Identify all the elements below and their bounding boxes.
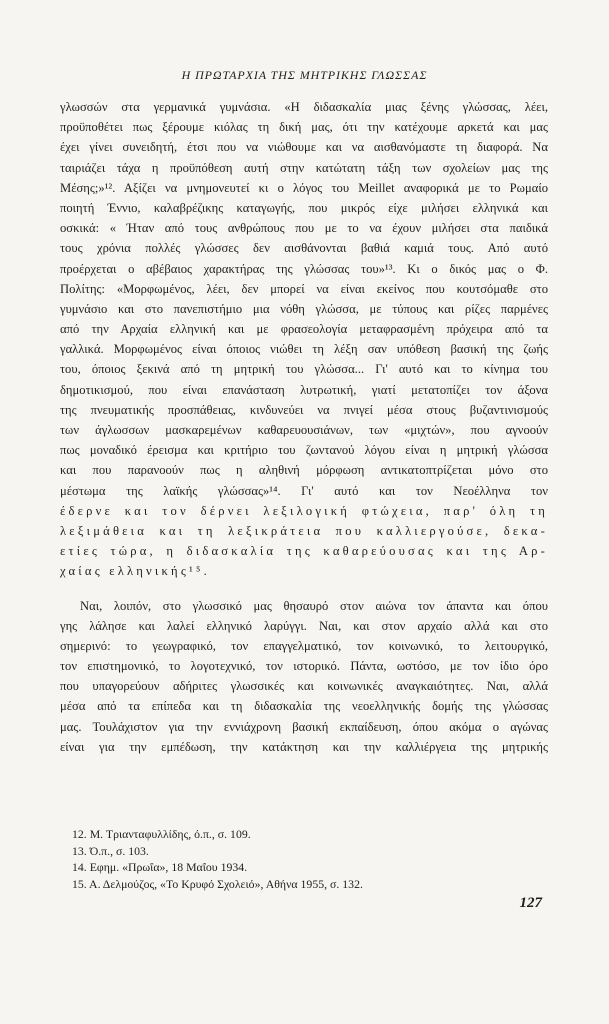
text-line: γης λάλησε και λαλεί ελληνικό λαρύγγι. Ναι, και στον αρχαίο αλλά και στο (60, 618, 548, 633)
text-line: γυμνάσιο και στο πανεπιστήμιο μια νόθη γλώσσα, με τύπους και ρίζες παρμένες (60, 301, 548, 316)
text-line: ποιητή Έννιο, καλαβρέζικης καταγωγής, που μικρός είχε μιλήσει ελληνικά και (60, 200, 548, 215)
body-text (60, 97, 548, 757)
text-line: Μέσης;»¹². Αξίζει να μνημονευτεί κι ο λόγος του Meillet αναφορικά με το Ρωμαίο (60, 180, 548, 195)
footnotes (72, 826, 542, 892)
text-line: γαλλικά. Μορφωμένος είναι όποιος νιώθει τη λέξη σαν υπόθεση βασική της ζωής (60, 342, 548, 357)
text-line: τον επιστημονικό, το λογοτεχνικό, τον ιστορικό. Πάντα, ωστόσο, με τον ίδιο όρο (60, 659, 548, 674)
text-line: δημοτικισμού, που είναι επανάσταση λυτρωτική, γιατί μετατοπίζει τον άξονα (60, 382, 548, 397)
running-head: Η ΠΡΩΤΑΡΧΙΑ ΤΗΣ ΜΗΤΡΙΚΗΣ ΓΛΩΣΣΑΣ (181, 68, 428, 82)
paragraph-gap (60, 582, 548, 596)
text-line: γλωσσών στα γερμανικά γυμνάσια. «Η διδασκαλία μιας ξένης γλώσσας, λέει, (60, 100, 548, 114)
footnote: 13. Ό.π., σ. 103. (72, 843, 149, 858)
text-line: σημερινό: το γεωγραφικό, τον επαγγελματικό, τον κοινωνικό, το λειτουργικό, (60, 638, 548, 653)
text-line: τους χρόνια πολλές γλώσσες δεν αισθάνονται βαθιά καμιά τους. Από αυτό (60, 241, 548, 256)
text-line: προέρχεται ο αβέβαιος χαρακτήρας της γλώσσας του»¹³. Κι ο δικός μας ο Φ. (60, 261, 548, 276)
text-line: οσκικά: « Ήταν από τους ανθρώπους που με το να έχουν μιλήσει στα παιδικά (60, 221, 548, 236)
text-line: από την Αρχαία ελληνική και με φρασεολογία μεταφρασμένη πρόχειρα από τα (60, 322, 548, 337)
text-line: της πνευματικής προσπάθειας, κινδυνεύει να πνιγεί μέσα στους βυζαντινισμούς (60, 402, 548, 417)
text-line: μας. Τουλάχιστον για την εννιάχρονη βασική εκπαίδευση, όπου ακόμα ο αγώνας (60, 719, 548, 734)
text-line: που υπαγορεύουν αδήριτες γλωσσικές και κοινωνικές αναγκαιότητες. Ναι, αλλά (60, 679, 548, 694)
text-line: του, όποιος ξεκινά από τη μητρική του γλώσσα... Γι' αυτό και το κίνημα του (60, 362, 548, 377)
footnote: 12. Μ. Τριανταφυλλίδης, ό.π., σ. 109. (72, 827, 251, 841)
text-line: Πολίτης: «Μορφωμένος, λέει, δεν μπορεί να είναι εκείνος που κουτσόμαθε στο (60, 281, 548, 296)
text-line: μέστωμα της λαϊκής γλώσσας»¹⁴. Γι' αυτό και τον Νεοέλληνα τον (60, 483, 548, 498)
text-line-spaced: λεξιμάθεια και τη λεξικράτεια που καλλιεργούσε, δεκα- (60, 523, 548, 538)
text-line: είναι για την εμπέδωση, την κατάκτηση και την καλλιέργεια της μητρικής (60, 739, 548, 754)
text-line: προϋποθέτει πως ξέρουμε κιόλας τη δική μας, ότι την κατέχουμε αρκετά και μας (60, 120, 548, 135)
text-line: έχει γίνει συνειδητή, έτσι που να νιώθουμε και να αισθανόμαστε τη διαφορά. Να (60, 140, 548, 155)
page-number: 127 (519, 895, 542, 911)
text-line: και που παρανοούν πως η αληθινή μόρφωση αντικατοπτρίζεται μόνο στο (60, 463, 548, 478)
text-line: μέσα από τα επίπεδα και τη διδασκαλία της νεοελληνικής δομής της γλώσσας (60, 699, 548, 714)
text-line-spaced: έδερνε και τον δέρνει λεξιλογική φτώχεια, παρ' όλη τη (60, 503, 548, 518)
footnote: 14. Εφημ. «Πρωΐα», 18 Μαΐου 1934. (72, 860, 248, 875)
text-line-spaced: χαίας ελληνικής¹⁵. (60, 564, 210, 579)
text-line-spaced: ετίες τώρα, η διδασκαλία της καθαρεύουσας και της Αρ- (60, 544, 548, 559)
text-line: Ναι, λοιπόν, στο γλωσσικό μας θησαυρό στον αιώνα τον άπαντα και όπου (80, 598, 548, 613)
text-line: των άγλωσσων μασκαρεμένων καθαρευουσιάνων, των «μιχτών», που αγνοούν (60, 423, 548, 437)
text-line: πως μοναδικό έρεισμα και κριτήριο του ζωντανού λόγου είναι η μητρική γλώσσα (60, 443, 548, 458)
text-line: ταιριάζει τάχα η προϋπόθεση αυτή στην κατώτατη τάξη των σχολείων μας της (60, 160, 548, 175)
footnote: 15. Α. Δελμούζος, «Το Κρυφό Σχολειό», Αθήνα 1955, σ. 132. (72, 876, 363, 891)
